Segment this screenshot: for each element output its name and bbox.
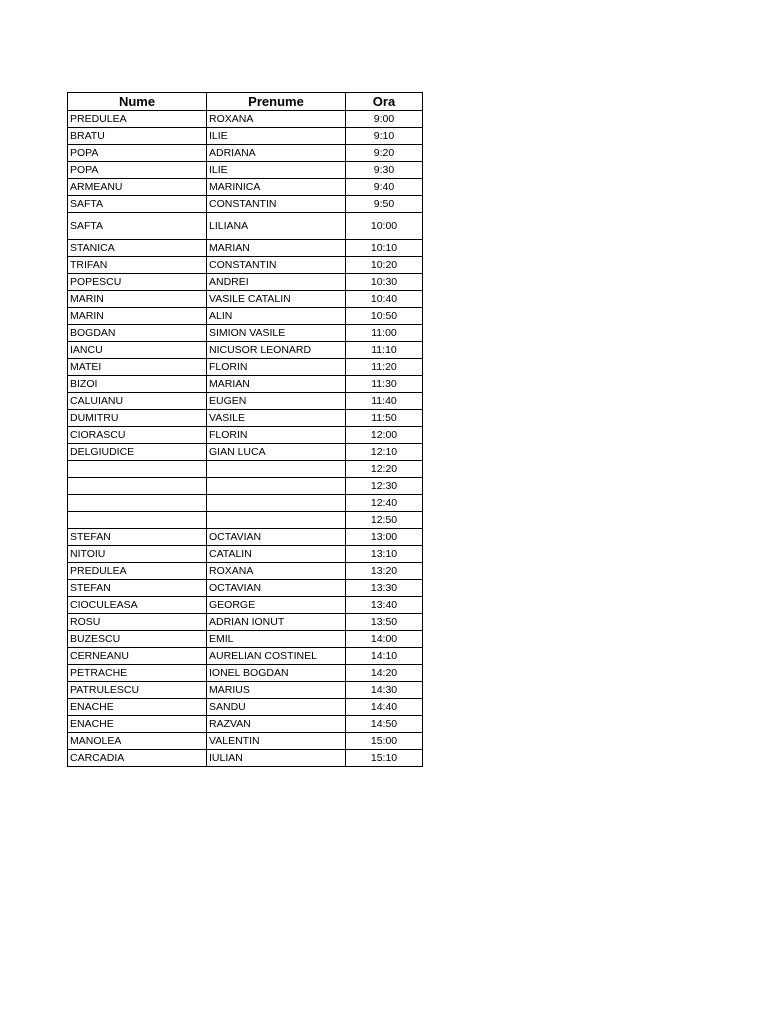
cell-nume <box>68 478 207 495</box>
cell-prenume <box>207 478 346 495</box>
table-row <box>68 291 423 308</box>
cell-ora: 9:50 <box>346 196 423 213</box>
cell-ora: 9:30 <box>346 162 423 179</box>
cell-nume: IANCU <box>68 342 207 359</box>
cell-prenume: ROXANA <box>207 563 346 580</box>
cell-prenume: IULIAN <box>207 750 346 767</box>
table-row <box>68 444 423 461</box>
table-row <box>68 308 423 325</box>
cell-ora: 13:10 <box>346 546 423 563</box>
table-row <box>68 213 423 240</box>
cell-nume: SAFTA <box>68 213 207 240</box>
cell-prenume: GEORGE <box>207 597 346 614</box>
cell-ora: 13:20 <box>346 563 423 580</box>
table-row <box>68 733 423 750</box>
cell-ora: 10:20 <box>346 257 423 274</box>
cell-prenume: EMIL <box>207 631 346 648</box>
header-prenume: Prenume <box>207 93 346 111</box>
cell-ora: 10:00 <box>346 213 423 240</box>
cell-nume: DUMITRU <box>68 410 207 427</box>
cell-prenume: CONSTANTIN <box>207 196 346 213</box>
cell-ora: 9:40 <box>346 179 423 196</box>
table-row <box>68 478 423 495</box>
cell-ora: 10:10 <box>346 240 423 257</box>
cell-nume: CIOCULEASA <box>68 597 207 614</box>
cell-nume <box>68 495 207 512</box>
table-row <box>68 128 423 145</box>
cell-ora: 10:40 <box>346 291 423 308</box>
cell-ora: 13:00 <box>346 529 423 546</box>
cell-prenume: CATALIN <box>207 546 346 563</box>
cell-prenume <box>207 461 346 478</box>
table-row <box>68 257 423 274</box>
header-ora: Ora <box>346 93 423 111</box>
cell-nume: ENACHE <box>68 716 207 733</box>
cell-ora: 14:40 <box>346 699 423 716</box>
cell-nume: NITOIU <box>68 546 207 563</box>
cell-nume: POPA <box>68 162 207 179</box>
cell-ora: 11:30 <box>346 376 423 393</box>
cell-prenume: VASILE <box>207 410 346 427</box>
table-row <box>68 563 423 580</box>
cell-prenume: MARINICA <box>207 179 346 196</box>
table-row <box>68 546 423 563</box>
cell-ora: 12:00 <box>346 427 423 444</box>
table-row <box>68 393 423 410</box>
cell-ora: 14:50 <box>346 716 423 733</box>
cell-nume: CERNEANU <box>68 648 207 665</box>
cell-ora: 15:10 <box>346 750 423 767</box>
cell-nume: MARIN <box>68 308 207 325</box>
cell-prenume: ADRIANA <box>207 145 346 162</box>
cell-prenume <box>207 495 346 512</box>
cell-nume: POPESCU <box>68 274 207 291</box>
header-row <box>68 93 423 111</box>
table-row <box>68 145 423 162</box>
cell-prenume: ANDREI <box>207 274 346 291</box>
cell-prenume: OCTAVIAN <box>207 580 346 597</box>
cell-nume: ROSU <box>68 614 207 631</box>
table-row <box>68 162 423 179</box>
cell-prenume: SIMION VASILE <box>207 325 346 342</box>
cell-nume: MATEI <box>68 359 207 376</box>
cell-ora: 15:00 <box>346 733 423 750</box>
table-row <box>68 274 423 291</box>
cell-ora: 11:10 <box>346 342 423 359</box>
cell-ora: 11:20 <box>346 359 423 376</box>
table-row <box>68 461 423 478</box>
table-row <box>68 495 423 512</box>
cell-nume: TRIFAN <box>68 257 207 274</box>
cell-nume: PREDULEA <box>68 563 207 580</box>
cell-ora: 12:40 <box>346 495 423 512</box>
cell-nume: CALUIANU <box>68 393 207 410</box>
cell-prenume: VASILE CATALIN <box>207 291 346 308</box>
table-row <box>68 240 423 257</box>
table-row <box>68 597 423 614</box>
cell-prenume: MARIAN <box>207 240 346 257</box>
cell-nume <box>68 512 207 529</box>
cell-prenume: CONSTANTIN <box>207 257 346 274</box>
cell-prenume: RAZVAN <box>207 716 346 733</box>
cell-ora: 12:20 <box>346 461 423 478</box>
cell-nume: BUZESCU <box>68 631 207 648</box>
cell-ora: 14:00 <box>346 631 423 648</box>
cell-nume: MARIN <box>68 291 207 308</box>
cell-ora: 9:10 <box>346 128 423 145</box>
table-body <box>68 111 423 767</box>
cell-prenume: ILIE <box>207 162 346 179</box>
cell-ora: 14:30 <box>346 682 423 699</box>
cell-prenume: MARIAN <box>207 376 346 393</box>
cell-nume: BOGDAN <box>68 325 207 342</box>
table-row <box>68 665 423 682</box>
cell-ora: 10:30 <box>346 274 423 291</box>
cell-nume: PATRULESCU <box>68 682 207 699</box>
table-row <box>68 410 423 427</box>
table-row <box>68 325 423 342</box>
cell-prenume: ALIN <box>207 308 346 325</box>
cell-prenume: AURELIAN COSTINEL <box>207 648 346 665</box>
cell-prenume: FLORIN <box>207 359 346 376</box>
table-row <box>68 699 423 716</box>
cell-nume: BRATU <box>68 128 207 145</box>
table-row <box>68 342 423 359</box>
cell-ora: 12:50 <box>346 512 423 529</box>
cell-nume: SAFTA <box>68 196 207 213</box>
cell-nume: PREDULEA <box>68 111 207 128</box>
cell-prenume: ADRIAN IONUT <box>207 614 346 631</box>
table-row <box>68 529 423 546</box>
cell-nume: STEFAN <box>68 580 207 597</box>
table-row <box>68 580 423 597</box>
table-row <box>68 512 423 529</box>
cell-ora: 13:30 <box>346 580 423 597</box>
cell-prenume: FLORIN <box>207 427 346 444</box>
table-row <box>68 716 423 733</box>
cell-prenume: LILIANA <box>207 213 346 240</box>
cell-prenume: NICUSOR LEONARD <box>207 342 346 359</box>
cell-ora: 10:50 <box>346 308 423 325</box>
cell-nume: POPA <box>68 145 207 162</box>
table-row <box>68 376 423 393</box>
schedule-table <box>67 92 423 767</box>
cell-ora: 12:30 <box>346 478 423 495</box>
cell-prenume: SANDU <box>207 699 346 716</box>
cell-prenume: OCTAVIAN <box>207 529 346 546</box>
cell-prenume: EUGEN <box>207 393 346 410</box>
cell-ora: 14:20 <box>346 665 423 682</box>
table-row <box>68 359 423 376</box>
cell-ora: 11:00 <box>346 325 423 342</box>
table-row <box>68 648 423 665</box>
cell-nume: STANICA <box>68 240 207 257</box>
table-row <box>68 111 423 128</box>
cell-ora: 11:50 <box>346 410 423 427</box>
cell-prenume: ROXANA <box>207 111 346 128</box>
cell-ora: 9:20 <box>346 145 423 162</box>
cell-prenume <box>207 512 346 529</box>
table-row <box>68 631 423 648</box>
cell-nume: MANOLEA <box>68 733 207 750</box>
table-row <box>68 750 423 767</box>
table-row <box>68 682 423 699</box>
cell-nume: CARCADIA <box>68 750 207 767</box>
cell-ora: 13:40 <box>346 597 423 614</box>
cell-nume: BIZOI <box>68 376 207 393</box>
cell-nume: ENACHE <box>68 699 207 716</box>
cell-nume: ARMEANU <box>68 179 207 196</box>
cell-ora: 14:10 <box>346 648 423 665</box>
cell-prenume: VALENTIN <box>207 733 346 750</box>
table-row <box>68 427 423 444</box>
table-row <box>68 614 423 631</box>
table-row <box>68 179 423 196</box>
cell-nume: STEFAN <box>68 529 207 546</box>
cell-ora: 11:40 <box>346 393 423 410</box>
cell-nume: PETRACHE <box>68 665 207 682</box>
cell-prenume: GIAN LUCA <box>207 444 346 461</box>
cell-nume: CIORASCU <box>68 427 207 444</box>
cell-ora: 13:50 <box>346 614 423 631</box>
header-nume: Nume <box>68 93 207 111</box>
cell-nume: DELGIUDICE <box>68 444 207 461</box>
table-row <box>68 196 423 213</box>
cell-nume <box>68 461 207 478</box>
cell-prenume: ILIE <box>207 128 346 145</box>
cell-prenume: MARIUS <box>207 682 346 699</box>
cell-prenume: IONEL BOGDAN <box>207 665 346 682</box>
cell-ora: 12:10 <box>346 444 423 461</box>
cell-ora: 9:00 <box>346 111 423 128</box>
